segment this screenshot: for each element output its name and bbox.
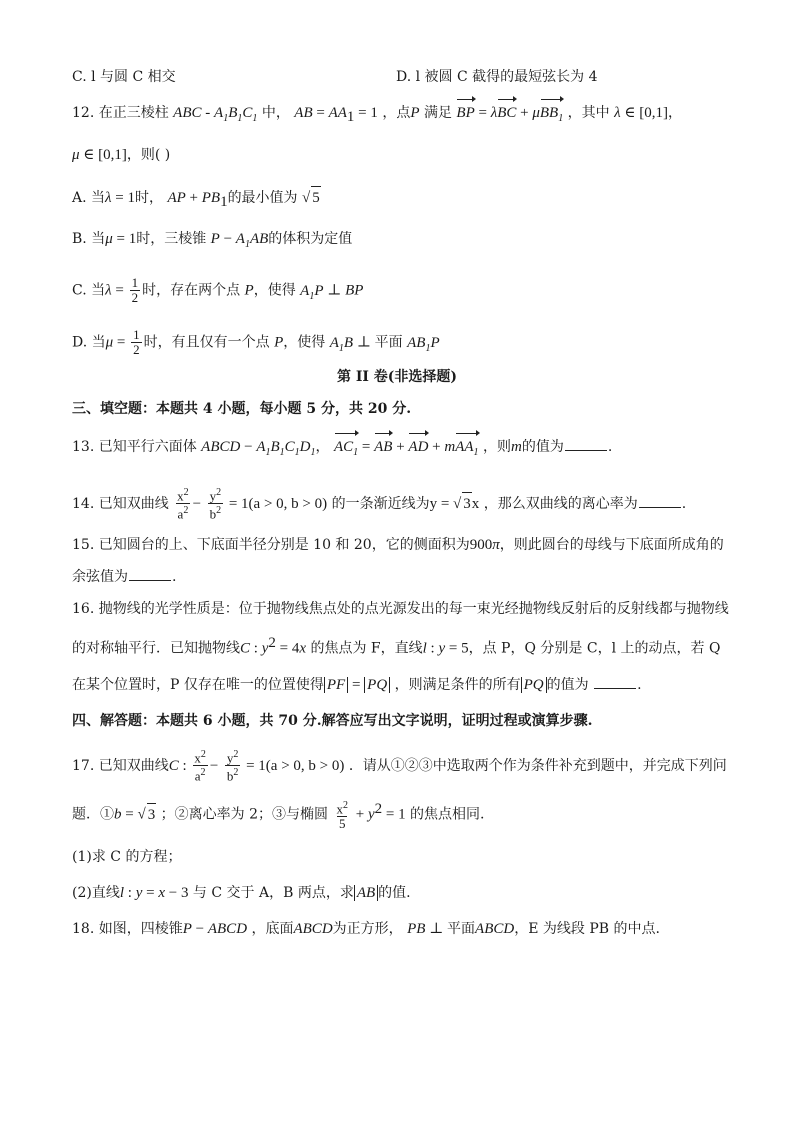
q15-line1: 15. 已知圆台的上、下底面半径分别是 10 和 20，它的侧面积为900π，则此圆台的母线与下底面所成角的: [72, 537, 724, 553]
q16-line2: 的对称轴平行．已知抛物线C : $y^2 = 4x$ 的焦点为 F，直线l : y = 5，点 P，Q 分别是 C，l 上的动点，若 Q: [72, 635, 721, 657]
q16-line1: 16. 抛物线的光学性质是：位于抛物线焦点处的点光源发出的每一束光经抛物线反射后的反射线都与抛物线: [72, 601, 729, 617]
q17-part1: (1)求 C 的方程；: [72, 849, 182, 865]
q17-line2: 题．①b = √ 3 ；②离心率为 2；③与椭圆 $\frac{x^2}{5}$ + $y^2 = 1$ 的焦点相同.: [72, 799, 485, 831]
q11-options: [72, 66, 734, 88]
q11-option-c: C. l 与圆 C 相交: [72, 69, 176, 85]
section3-heading: 三、填空题：本题共 4 小题，每小题 5 分，共 20 分.: [72, 401, 412, 417]
q12-option-d: D. 当μ = $\frac{1}{2}$ 时，有且仅有一个点 P，使得 $A_1B$ ⊥ 平面 $AB_1P$: [72, 327, 440, 357]
q15-answer-blank: [129, 566, 171, 581]
part2-title: 第 II 卷(非选择题): [336, 369, 458, 385]
q14-answer-blank: [639, 493, 681, 508]
q15-line2: 余弦值为 .: [72, 566, 734, 588]
q12-option-a: A. 当λ = 1时， AP + $PB_1$的最小值为 √ 5: [72, 186, 734, 213]
q18: 18. 如图，四棱锥P − ABCD ，底面ABCD为正方形， PB ⊥ 平面ABCD，E 为线段 PB 的中点.: [72, 921, 660, 937]
q13: 13. 已知平行六面体 ABCD − $A_1B_1C_1D_1$， $AC_1$ = AB + AD + mAA$_1$ ，则m的值为 .: [72, 436, 734, 464]
q12-stem-line1: 12. 在正三棱柱 ABC - $A_1B_1C_1$ 中， AB = $AA_1 = 1$ ，点P 满足 BP = λBC + μBB$_1$ ，其中 λ ∈ [0,1]，: [72, 102, 734, 130]
q14: 14. 已知双曲线 $\frac{x^2}{a^2}$ − $\frac{y^2}{b^2}$ = 1(a > 0, b > 0) 的一条渐近线为y = √ 3x ，那么双曲线的离心率为 .: [72, 487, 687, 522]
q11-option-d: D. l 被圆 C 截得的最短弦长为 4: [396, 69, 598, 85]
q12-option-c: C. 当λ = $\frac{1}{2}$ 时，存在两个点 P，使得 $A_1P$ ⊥ BP: [72, 275, 364, 305]
q16-line3: 在某个位置时，P 仅存在唯一的位置使得 PF = PQ ，则满足条件的所有 PQ 的值为 .: [72, 674, 734, 696]
q12-stem-line2: μ ∈ [0,1]，则( ): [72, 147, 171, 163]
q16-answer-blank: [594, 674, 636, 689]
q17-line1: 17. 已知双曲线C : $\frac{x^2}{a^2}$ − $\frac{y^2}{b^2}$ = 1(a > 0, b > 0) ．请从①②③中选取两个作为条件补充到题中，并完成下列问: [72, 749, 727, 784]
section4-heading: 四、解答题：本题共 6 小题，共 70 分.解答应写出文字说明，证明过程或演算步骤.: [72, 713, 593, 729]
q17-part2: (2)直线l : y = x − 3 与 C 交于 A，B 两点，求 AB 的值.: [72, 885, 411, 901]
q12-option-b: B. 当μ = 1时，三棱锥 $P - A_1AB$的体积为定值: [72, 231, 353, 250]
q13-answer-blank: [565, 436, 607, 451]
